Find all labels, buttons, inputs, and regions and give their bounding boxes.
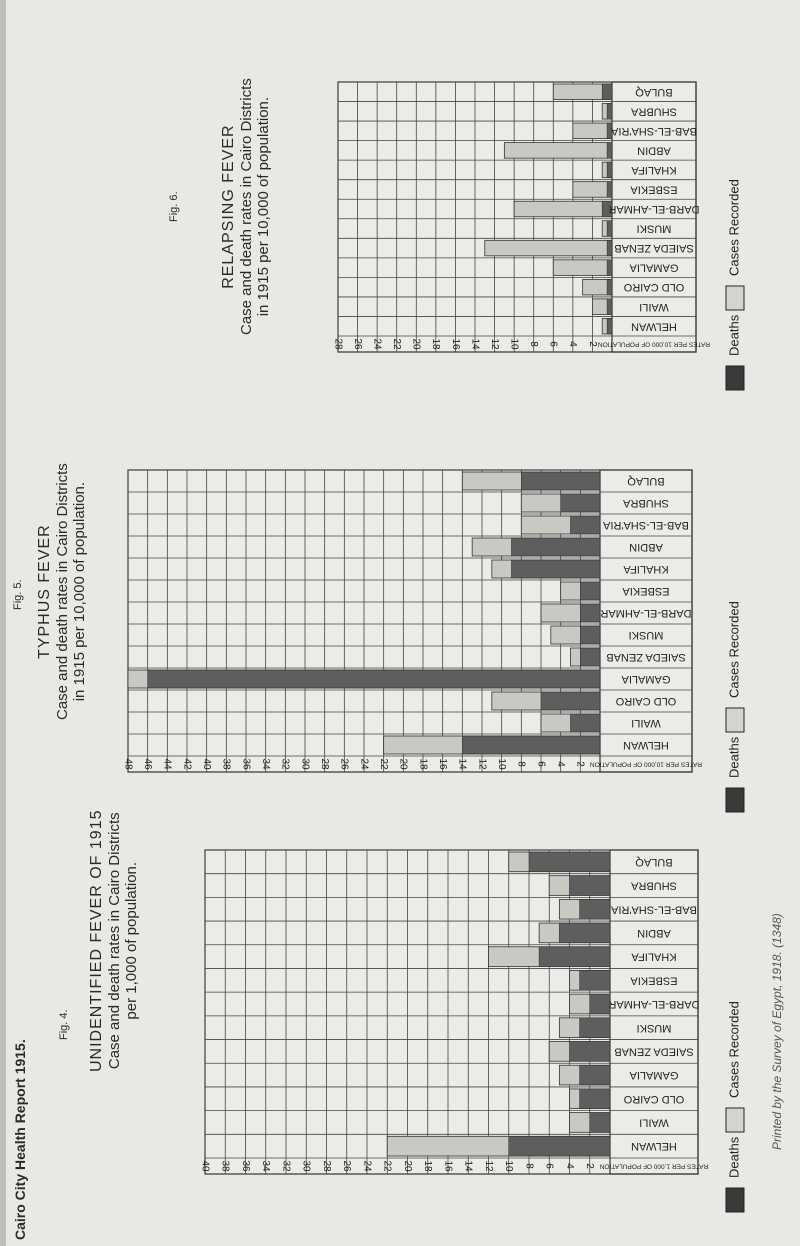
fig4-legend-deaths-swatch: [726, 1188, 744, 1212]
fig6-legend-deaths-label: Deaths: [726, 314, 742, 356]
fig6-tick-label: 8: [528, 341, 540, 347]
fig5-title: TYPHUS FEVER: [36, 524, 53, 659]
fig5-tick-label: 30: [299, 758, 311, 770]
fig6-tick-label: 6: [547, 341, 559, 347]
report-title: Cairo City Health Report 1915.: [12, 1039, 28, 1240]
fig5-deaths-bar: [148, 670, 600, 688]
fig5-subtitle-1: Case and death rates in Cairo Districts: [54, 463, 71, 720]
fig6-cases-bar: [504, 143, 612, 159]
fig5-district-label: OLD CAIRO: [615, 695, 677, 708]
fig4-deaths-bar: [580, 1018, 610, 1038]
fig4-title: UNIDENTIFIED FEVER OF 1915: [88, 809, 105, 1072]
fig4-tick-label: 28: [320, 1160, 332, 1172]
fig5-district-label: BULAQ: [627, 475, 665, 488]
fig6-deaths-bar: [602, 84, 612, 100]
fig6-tick-label: 16: [449, 338, 461, 350]
fig5-district-label: BAB-EL-SHA'RIA: [603, 519, 689, 532]
fig5-label: Fig. 5.: [12, 579, 24, 610]
fig6-tick-label: 18: [430, 338, 442, 350]
fig4-tick-label: 8: [523, 1163, 535, 1169]
fig5-tick-label: 22: [378, 758, 390, 770]
fig6-deaths-bar: [607, 221, 612, 237]
fig5-tick-label: 34: [260, 758, 272, 770]
fig5-tick-label: 12: [476, 758, 488, 770]
fig4-deaths-bar: [580, 970, 610, 990]
fig5-district-label: SHUBRA: [623, 497, 669, 510]
fig5-district-label: KHALIFA: [623, 563, 669, 576]
fig5-deaths-bar: [580, 648, 600, 666]
fig6-legend-cases-swatch: [726, 286, 744, 310]
fig6-axis-title: RATES PER 10,000 OF POPULATION: [597, 340, 711, 348]
fig4-legend-cases-swatch: [726, 1108, 744, 1132]
fig5-tick-label: 24: [358, 758, 370, 770]
fig6-deaths-bar: [607, 240, 612, 256]
fig4-chart: [199, 850, 744, 1212]
fig4-tick-label: 24: [361, 1160, 373, 1172]
fig6-tick-label: 20: [410, 338, 422, 350]
fig6-tick-label: 28: [332, 338, 344, 350]
fig6-deaths-bar: [607, 260, 612, 276]
fig5-deaths-bar: [571, 714, 601, 732]
fig4-subtitle-2: per 1,000 of population.: [123, 861, 140, 1020]
fig5-tick-label: 40: [201, 758, 213, 770]
fig5-deaths-bar: [561, 494, 600, 512]
fig5-deaths-bar: [462, 736, 600, 754]
fig5-axis-title: RATES PER 10,000 OF POPULATION: [589, 760, 703, 768]
fig6-district-label: MUSKI: [636, 222, 672, 235]
fig4-deaths-bar: [590, 994, 610, 1014]
fig6-district-label: HELWAN: [631, 320, 677, 333]
fig5-district-label: HELWAN: [623, 739, 669, 752]
fig5-deaths-bar: [580, 582, 600, 600]
fig6-subtitle-2: in 1915 per 10,000 of population.: [255, 96, 272, 317]
fig5-district-label: SAIEDA ZENAB: [606, 651, 686, 664]
fig5-district-label: WAILI: [631, 717, 661, 730]
fig6-deaths-bar: [607, 279, 612, 295]
fig6-deaths-bar: [607, 104, 612, 120]
fig5-deaths-bar: [541, 692, 600, 710]
fig4-district-label: ESBEKIA: [630, 974, 678, 987]
fig6-tick-label: 26: [351, 338, 363, 350]
fig4-tick-label: 12: [482, 1160, 494, 1172]
fig6-tick-label: 4: [567, 341, 579, 347]
fig4-tick-label: 18: [422, 1160, 434, 1172]
fig5-tick-label: 48: [122, 758, 134, 770]
fig4-district-label: BULAQ: [635, 855, 673, 868]
fig4-legend-deaths-label: Deaths: [726, 1136, 742, 1178]
fig5-tick-label: 4: [555, 761, 567, 767]
fig4-district-label: OLD CAIRO: [623, 1092, 685, 1105]
fig6-subtitle-1: Case and death rates in Cairo Districts: [238, 78, 255, 335]
fig6-district-label: ABDIN: [637, 144, 671, 157]
fig6-cases-bar: [514, 201, 612, 217]
fig4-district-label: SHUBRA: [631, 879, 677, 892]
fig5-deaths-bar: [580, 626, 600, 644]
fig6-district-label: WAILI: [639, 300, 669, 313]
fig4-tick-label: 14: [462, 1160, 474, 1172]
fig5-tick-label: 6: [535, 761, 547, 767]
fig4-deaths-bar: [580, 1065, 610, 1085]
fig4-district-label: GAMALIA: [629, 1069, 679, 1082]
fig5-district-label: MUSKI: [628, 629, 664, 642]
fig4-district-label: DARB-EL-AHMAR: [608, 998, 700, 1011]
fig5-legend-cases-swatch: [726, 708, 744, 732]
fig4-district-label: KHALIFA: [631, 950, 677, 963]
fig6-tick-label: 10: [508, 338, 520, 350]
fig6-cases-bar: [573, 182, 612, 198]
fig5-tick-label: 8: [515, 761, 527, 767]
fig4-tick-label: 26: [341, 1160, 353, 1172]
fig6-district-label: GAMALIA: [629, 261, 679, 274]
fig4-axis-title: RATES PER 1,000 OF POPULATION: [599, 1162, 709, 1170]
fig6-cases-bar: [553, 260, 612, 276]
fig4-deaths-bar: [559, 923, 610, 943]
fig5-deaths-bar: [512, 560, 601, 578]
fig6-deaths-bar: [607, 182, 612, 198]
fig5-deaths-bar: [512, 538, 601, 556]
fig5-frame: [128, 470, 692, 772]
fig5-district-label: ESBEKIA: [622, 585, 670, 598]
fig6-cases-bar: [573, 123, 612, 139]
fig6-district-label: KHALIFA: [631, 164, 677, 177]
fig5-tick-label: 2: [574, 761, 586, 767]
fig5-deaths-bar: [580, 604, 600, 622]
fig4-district-label: BAB-EL-SHA'RIA: [611, 903, 697, 916]
fig4-deaths-bar: [509, 1136, 610, 1156]
fig6-district-label: BULAQ: [635, 85, 673, 98]
fig4-deaths-bar: [529, 852, 610, 872]
fig6-title: RELAPSING FEVER: [220, 124, 237, 289]
fig6-district-label: DARB-EL-AHMAR: [608, 203, 700, 216]
fig5-tick-label: 20: [397, 758, 409, 770]
fig6-tick-label: 12: [488, 338, 500, 350]
fig5-tick-label: 36: [240, 758, 252, 770]
fig4-district-label: SAIEDA ZENAB: [614, 1045, 694, 1058]
fig4-tick-label: 40: [199, 1160, 211, 1172]
fig4-district-label: ABDIN: [637, 927, 671, 940]
fig5-tick-label: 28: [319, 758, 331, 770]
fig6-deaths-bar: [607, 299, 612, 315]
fig4-tick-label: 38: [219, 1160, 231, 1172]
fig6-district-label: ESBEKIA: [630, 183, 678, 196]
fig6-legend-cases-label: Cases Recorded: [726, 179, 742, 276]
fig5-tick-label: 18: [417, 758, 429, 770]
fig4-subtitle-1: Case and death rates in Cairo Districts: [106, 812, 123, 1070]
fig5-legend-deaths-swatch: [726, 788, 744, 812]
fig4-deaths-bar: [580, 1089, 610, 1109]
fig5-deaths-bar: [571, 516, 601, 534]
fig6-district-label: SAIEDA ZENAB: [614, 242, 694, 255]
fig6-district-label: SHUBRA: [631, 105, 677, 118]
fig6-district-label: BAB-EL-SHA'RIA: [611, 124, 697, 137]
fig5-legend-deaths-label: Deaths: [726, 736, 742, 778]
fig6-tick-label: 14: [469, 338, 481, 350]
fig5-tick-label: 10: [496, 758, 508, 770]
fig4-legend-cases-label: Cases Recorded: [726, 1001, 742, 1098]
fig6-tick-label: 22: [391, 338, 403, 350]
fig6-cases-bar: [485, 240, 612, 256]
fig4-frame: [205, 850, 698, 1174]
fig5-tick-label: 44: [161, 758, 173, 770]
fig5-deaths-bar: [521, 472, 600, 490]
fig4-tick-label: 36: [239, 1160, 251, 1172]
fig4-tick-label: 16: [442, 1160, 454, 1172]
fig6-tick-label: 2: [586, 341, 598, 347]
fig4-tick-label: 10: [503, 1160, 515, 1172]
fig6-tick-label: 24: [371, 338, 383, 350]
fig6-deaths-bar: [607, 143, 612, 159]
fig5-tick-label: 14: [456, 758, 468, 770]
fig5-legend-cases-label: Cases Recorded: [726, 601, 742, 698]
fig6-deaths-bar: [607, 162, 612, 178]
fig4-deaths-bar: [580, 899, 610, 919]
fig4-tick-label: 4: [563, 1163, 575, 1169]
fig6-district-label: OLD CAIRO: [623, 281, 685, 294]
fig5-district-label: GAMALIA: [621, 673, 671, 686]
fig5-chart: [122, 470, 744, 812]
fig4-tick-label: 20: [401, 1160, 413, 1172]
fig4-deaths-bar: [570, 1042, 611, 1062]
fig5-tick-label: 38: [220, 758, 232, 770]
fig5-district-label: DARB-EL-AHMAR: [600, 607, 692, 620]
fig4-tick-label: 22: [381, 1160, 393, 1172]
printer-credit: Printed by the Survey of Egypt, 1918. (1348): [770, 913, 784, 1150]
fig6-legend-deaths-swatch: [726, 366, 744, 390]
fig4-tick-label: 2: [584, 1163, 596, 1169]
fig4-deaths-bar: [590, 1113, 610, 1133]
fig5-subtitle-2: in 1915 per 10,000 of population.: [71, 481, 88, 702]
fig6-label: Fig. 6.: [168, 191, 180, 222]
fig5-tick-label: 46: [142, 758, 154, 770]
fig4-tick-label: 32: [280, 1160, 292, 1172]
fig4-district-label: WAILI: [639, 1116, 669, 1129]
fig6-chart: [332, 82, 744, 390]
fig4-deaths-bar: [570, 876, 611, 896]
fig4-district-label: HELWAN: [631, 1140, 677, 1153]
fig4-tick-label: 30: [300, 1160, 312, 1172]
fig5-tick-label: 42: [181, 758, 193, 770]
fig5-tick-label: 32: [279, 758, 291, 770]
fig4-label: Fig. 4.: [58, 1009, 70, 1040]
fig5-district-label: ABDIN: [629, 541, 663, 554]
fig4-district-label: MUSKI: [636, 1021, 672, 1034]
fig4-tick-label: 34: [260, 1160, 272, 1172]
fig5-tick-label: 26: [338, 758, 350, 770]
fig6-deaths-bar: [607, 318, 612, 334]
fig5-tick-label: 16: [437, 758, 449, 770]
fig4-tick-label: 6: [543, 1163, 555, 1169]
fig4-deaths-bar: [539, 947, 610, 967]
